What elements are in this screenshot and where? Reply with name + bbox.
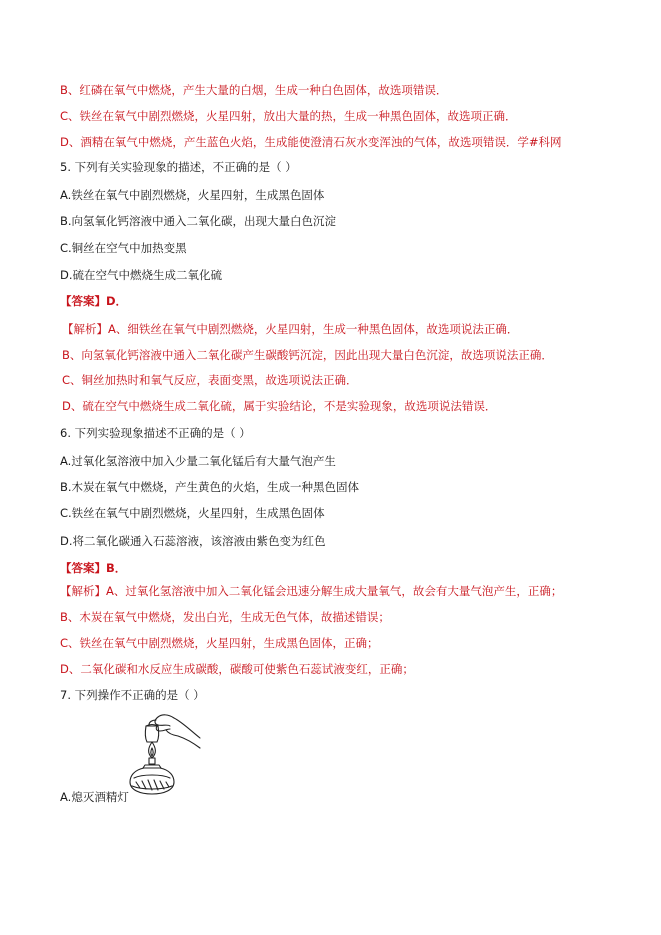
- text-line: C、铁丝在氧气中剧烈燃烧，火星四射，放出大量的热，生成一种黑色固体，故选项正确．: [60, 109, 517, 123]
- alcohol-lamp-extinguish-icon: [112, 708, 202, 800]
- text-line: B、木炭在氧气中燃烧，发出白光，生成无色气体，故描述错误；: [60, 610, 390, 624]
- text-line: A.过氧化氢溶液中加入少量二氧化锰后有大量气泡产生: [60, 454, 336, 468]
- text-line: B、向氢氧化钙溶液中通入二氧化碳产生碳酸钙沉淀，因此出现大量白色沉淀，故选项说法正确．: [62, 348, 553, 362]
- text-line: A.熄灭酒精灯: [60, 790, 129, 804]
- text-line: A.铁丝在氧气中剧烈燃烧，火星四射，生成黑色固体: [60, 188, 325, 202]
- text-line: D、硫在空气中燃烧生成二氧化硫，属于实验结论，不是实验现象，故选项说法错误．: [62, 399, 497, 413]
- text-line: D、酒精在氧气中燃烧，产生蓝色火焰，生成能使澄清石灰水变浑浊的气体，故选项错误．学#科网: [60, 135, 562, 149]
- text-line: B、红磷在氧气中燃烧，产生大量的白烟，生成一种白色固体，故选项错误．: [60, 83, 448, 97]
- text-line: C.铁丝在氧气中剧烈燃烧，火星四射，生成黑色固体: [60, 506, 325, 520]
- text-line: C.铜丝在空气中加热变黑: [60, 241, 187, 255]
- text-line: B.向氢氧化钙溶液中通入二氧化碳，出现大量白色沉淀: [60, 214, 337, 228]
- text-line: 【答案】D．: [60, 294, 128, 308]
- text-line: C、铁丝在氧气中剧烈燃烧，火星四射，生成黑色固体，正确；: [60, 636, 379, 650]
- text-line: 【解析】A、细铁丝在氧气中剧烈燃烧，火星四射，生成一种黑色固体，故选项说法正确．: [62, 322, 519, 336]
- text-line: D.将二氧化碳通入石蕊溶液，该溶液由紫色变为红色: [60, 534, 326, 548]
- text-line: D、二氧化碳和水反应生成碳酸，碳酸可使紫色石蕊试液变红，正确；: [60, 662, 414, 676]
- text-line: C、铜丝加热时和氧气反应，表面变黑，故选项说法正确．: [62, 373, 358, 387]
- text-line: 7. 下列操作不正确的是（ ）: [60, 688, 205, 702]
- text-line: 【解析】A、过氧化氢溶液中加入二氧化锰会迅速分解生成大量氧气，故会有大量气泡产生，正确；: [60, 584, 563, 598]
- text-line: 5. 下列有关实验现象的描述，不正确的是（ ）: [60, 160, 297, 174]
- text-line: B.木炭在氧气中燃烧，产生黄色的火焰，生成一种黑色固体: [60, 480, 360, 494]
- text-line: D.硫在空气中燃烧生成二氧化硫: [60, 268, 223, 282]
- text-line: 6. 下列实验现象描述不正确的是（ ）: [60, 426, 251, 440]
- text-line: 【答案】B．: [60, 561, 127, 575]
